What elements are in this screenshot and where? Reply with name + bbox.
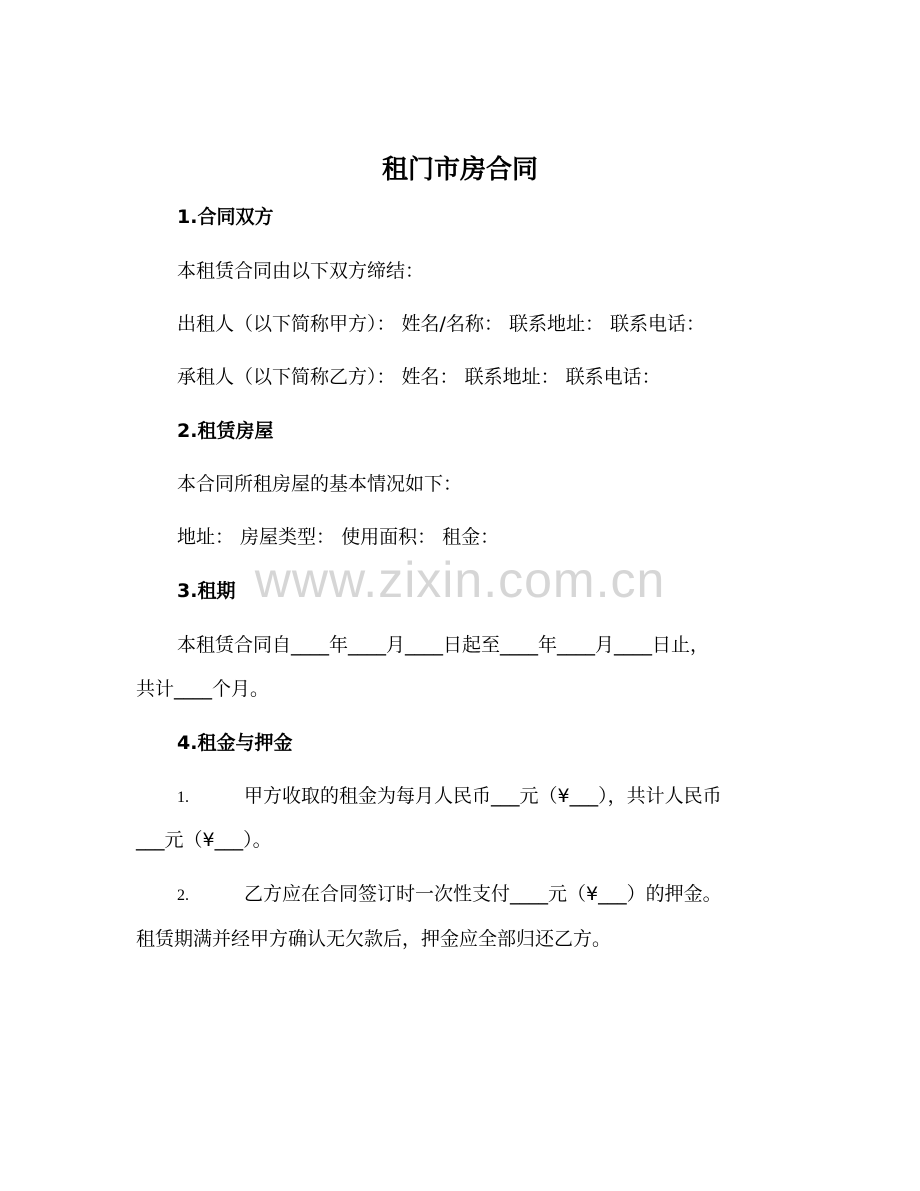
section-heading-property: 2.租赁房屋 [177, 420, 274, 442]
watermark: www.zixin.com.cn [254, 552, 666, 608]
rent-item-text: 甲方收取的租金为每月人民币___元（¥___），共计人民币 [244, 785, 722, 807]
term-line-2: 共计____个月。 [136, 678, 270, 700]
deposit-item-number: 2. [177, 887, 189, 904]
deposit-item-text: 乙方应在合同签订时一次性支付____元（¥___）的押金。 [244, 883, 722, 905]
rent-item-number: 1. [177, 789, 189, 806]
lessor-line: 出租人（以下简称甲方）： 姓名/名称： 联系地址： 联系电话： [177, 313, 706, 335]
rent-item [177, 781, 722, 813]
deposit-item [177, 879, 722, 911]
parties-intro: 本租赁合同由以下双方缔结： [177, 260, 425, 282]
rent-item-line-2: ___元（¥___）。 [136, 829, 272, 851]
property-details: 地址： 房屋类型： 使用面积： 租金： [177, 526, 500, 548]
section-heading-parties: 1.合同双方 [177, 206, 274, 228]
property-intro: 本合同所租房屋的基本情况如下： [177, 473, 463, 495]
document-title: 租门市房合同 [381, 155, 538, 185]
lessee-line: 承租人（以下简称乙方）： 姓名： 联系地址： 联系电话： [177, 366, 661, 388]
section-heading-term: 3.租期 [177, 580, 236, 602]
term-line-1: 本租赁合同自____年____月____日起至____年____月____日止， [177, 634, 710, 656]
deposit-item-line-2: 租赁期满并经甲方确认无欠款后，押金应全部归还乙方。 [136, 928, 612, 950]
section-heading-rent-deposit: 4.租金与押金 [177, 732, 293, 754]
